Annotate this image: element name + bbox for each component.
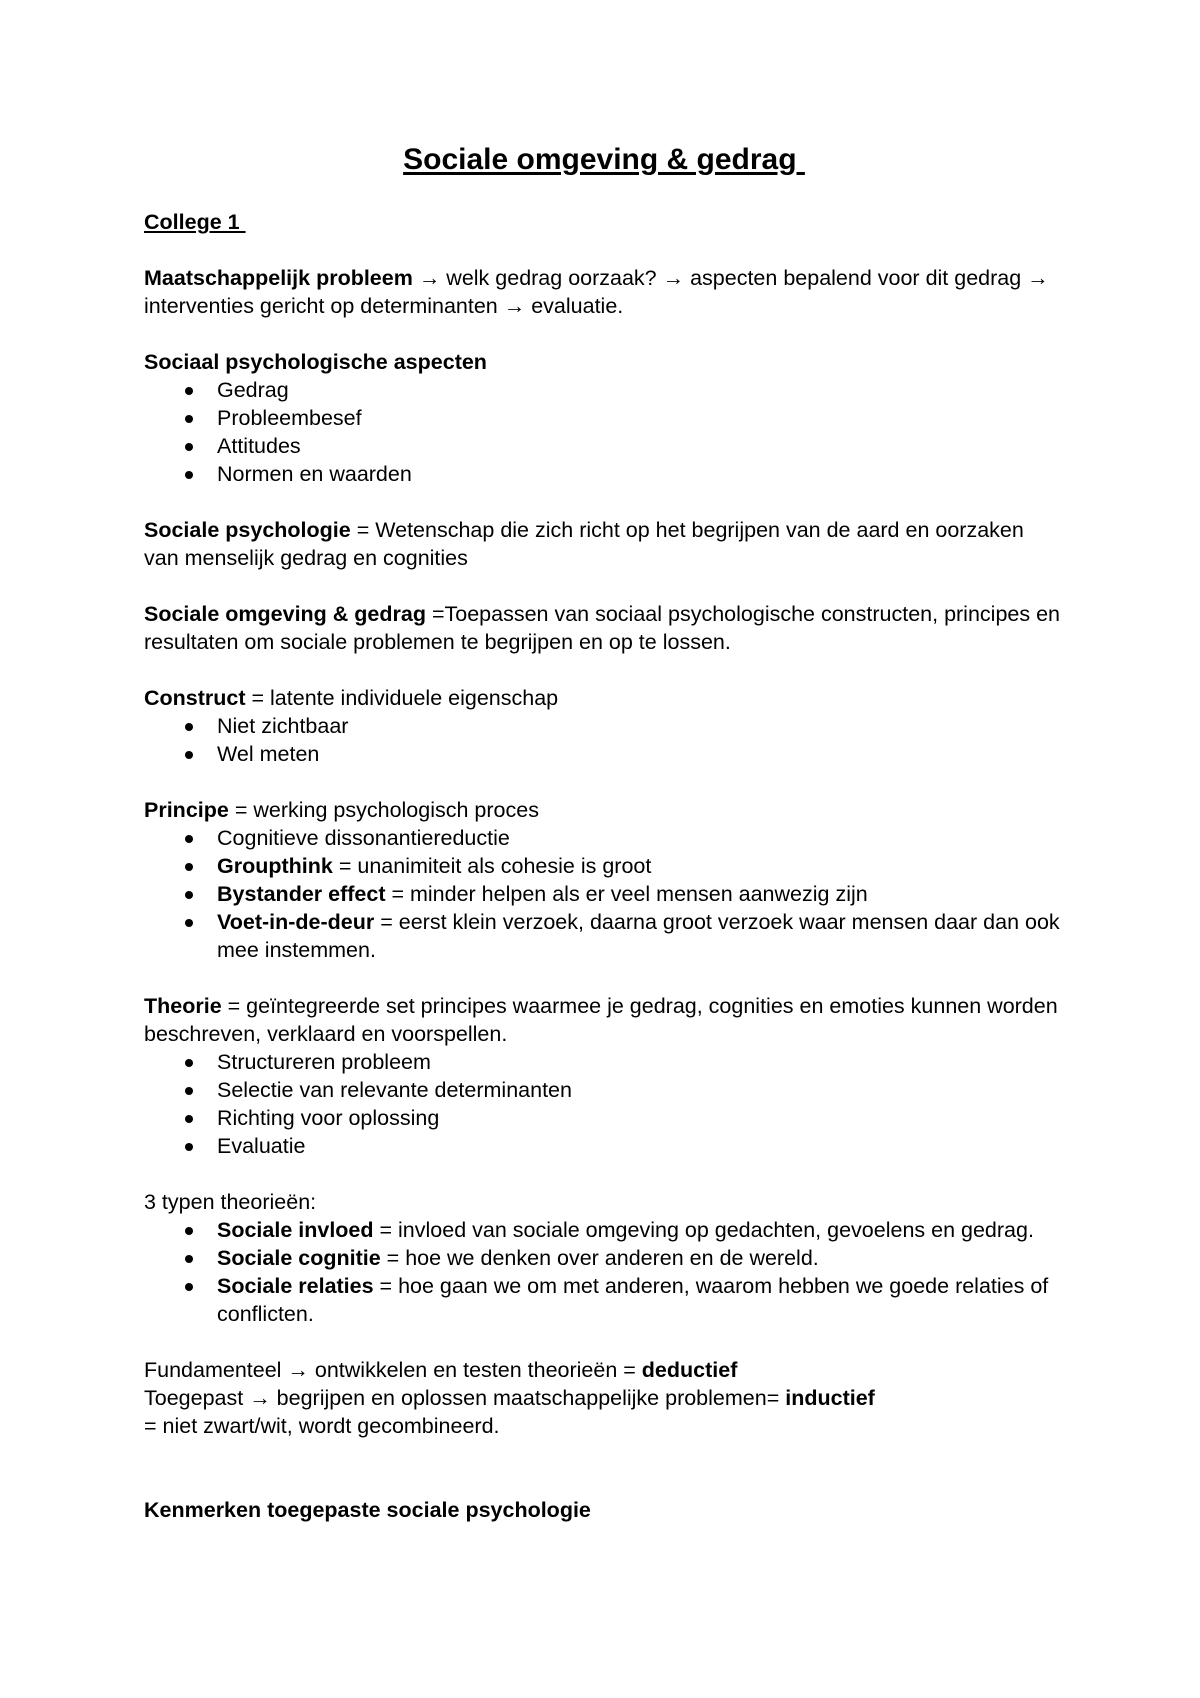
sociale-psychologie-term: Sociale psychologie [144, 518, 351, 542]
toegepast-line: Toegepast → begrijpen en oplossen maatschappelijke problemen= inductief [144, 1386, 875, 1410]
principe-list [144, 824, 1064, 964]
maatschappelijk-term: Maatschappelijk probleem [144, 266, 413, 290]
typen-intro: 3 typen theorieën: [144, 1190, 317, 1214]
list-item: Structureren probleem [144, 1048, 1064, 1076]
list-item: Voet-in-de-deur = eerst klein verzoek, daarna groot verzoek waar mensen daar dan ook mee instemmen. [144, 908, 1064, 964]
theorie-paragraph: Theorie = geïntegreerde set principes waarmee je gedrag, cognities en emoties kunnen worden beschreven, verklaard en voorspellen. [144, 994, 1058, 1046]
sociale-omgeving-term: Sociale omgeving & gedrag [144, 602, 426, 626]
theorie-term: Theorie [144, 994, 222, 1018]
sociale-omgeving-paragraph: Sociale omgeving & gedrag =Toepassen van sociaal psychologische constructen, principes en resultaten om sociale problemen te begrijpen en op te lossen. [144, 602, 1060, 654]
aspecten-list [144, 376, 1064, 488]
maatschappelijk-text: → welk gedrag oorzaak? → aspecten bepalend voor dit gedrag → interventies gericht op determinanten → evaluatie. [144, 266, 1049, 318]
fundamenteel-line: Fundamenteel → ontwikkelen en testen theorieën = deductief [144, 1358, 738, 1382]
list-item: Gedrag [144, 376, 1064, 404]
list-item: Normen en waarden [144, 460, 1064, 488]
list-item: Wel meten [144, 740, 1064, 768]
construct-paragraph: Construct = latente individuele eigenschap [144, 686, 559, 710]
list-item: Probleembesef [144, 404, 1064, 432]
maatschappelijk-paragraph [144, 264, 1064, 320]
list-item: Groupthink = unanimiteit als cohesie is groot [144, 852, 1064, 880]
list-item: Cognitieve dissonantiereductie [144, 824, 1064, 852]
document-title: Sociale omgeving & gedrag [403, 143, 805, 176]
list-item: Attitudes [144, 432, 1064, 460]
aspecten-heading: Sociaal psychologische aspecten [144, 350, 487, 374]
kenmerken-heading: Kenmerken toegepaste sociale psychologie [144, 1498, 591, 1522]
list-item: Bystander effect = minder helpen als er veel mensen aanwezig zijn [144, 880, 1064, 908]
construct-list [144, 712, 1064, 768]
list-item: Sociale cognitie = hoe we denken over anderen en de wereld. [144, 1244, 1064, 1272]
list-item: Sociale relaties = hoe gaan we om met anderen, waarom hebben we goede relaties of conflicten. [144, 1272, 1064, 1328]
list-item: Niet zichtbaar [144, 712, 1064, 740]
principe-paragraph: Principe = werking psychologisch proces [144, 798, 539, 822]
list-item: Richting voor oplossing [144, 1104, 1064, 1132]
inductief-term: inductief [785, 1386, 875, 1410]
typen-list [144, 1216, 1064, 1328]
sociale-psychologie-paragraph: Sociale psychologie = Wetenschap die zich richt op het begrijpen van de aard en oorzaken van menselijk gedrag en cognities [144, 518, 1024, 570]
deductief-term: deductief [641, 1358, 738, 1382]
document-page [144, 140, 1064, 1524]
principe-term: Principe [144, 798, 229, 822]
combinatie-line: = niet zwart/wit, wordt gecombineerd. [144, 1414, 500, 1438]
list-item: Evaluatie [144, 1132, 1064, 1160]
college-heading: College 1 [144, 210, 246, 234]
list-item: Selectie van relevante determinanten [144, 1076, 1064, 1104]
construct-term: Construct [144, 686, 246, 710]
list-item: Sociale invloed = invloed van sociale omgeving op gedachten, gevoelens en gedrag. [144, 1216, 1064, 1244]
theorie-list [144, 1048, 1064, 1160]
